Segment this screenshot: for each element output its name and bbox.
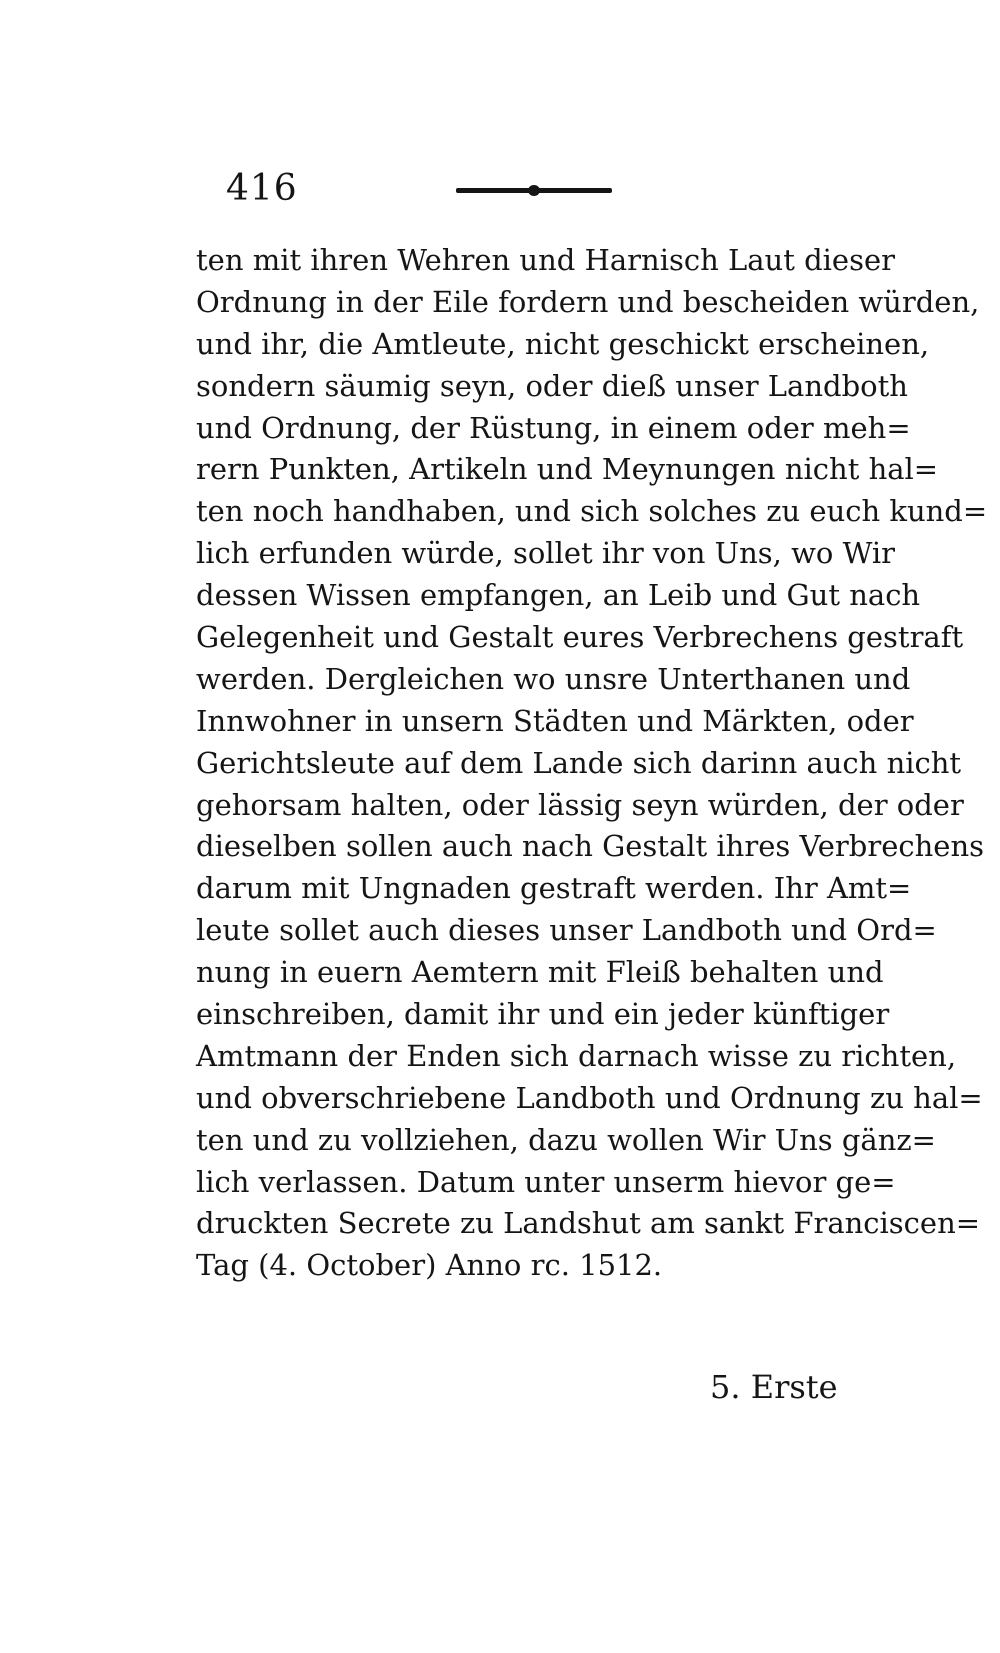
text-line: Tag (4. October) Anno rc. 1512. [196, 1248, 663, 1283]
text-line: gehorsam halten, oder lässig seyn würden, der oder [196, 787, 964, 822]
header-ornament-rule [456, 188, 612, 193]
text-line: und ihr, die Amtleute, nicht geschickt erscheinen, [196, 326, 930, 361]
text-line: Ordnung in der Eile fordern und bescheiden würden, [196, 284, 980, 319]
page-number: 416 [226, 168, 298, 209]
text-line: darum mit Ungnaden gestraft werden. Ihr Amt= [196, 871, 912, 906]
text-line: dieselben sollen auch nach Gestalt ihres Verbrechens [196, 829, 985, 864]
catchword: 5. Erste [710, 1368, 838, 1406]
text-line: lich verlassen. Datum unter unserm hievor ge= [196, 1164, 896, 1199]
text-line: nung in euern Aemtern mit Fleiß behalten und [196, 955, 884, 990]
text-line: lich erfunden würde, sollet ihr von Uns, wo Wir [196, 536, 896, 571]
text-line: und Ordnung, der Rüstung, in einem oder meh= [196, 410, 911, 445]
text-line: werden. Dergleichen wo unsre Unterthanen und [196, 661, 911, 696]
text-line: Innwohner in unsern Städten und Märkten, oder [196, 703, 914, 738]
text-line: und obverschriebene Landboth und Ordnung zu hal= [196, 1080, 983, 1115]
text-line: Gelegenheit und Gestalt eures Verbrechens gestraft [196, 620, 964, 655]
text-line: dessen Wissen empfangen, an Leib und Gut nach [196, 578, 921, 613]
text-line: ten und zu vollziehen, dazu wollen Wir Uns gänz= [196, 1122, 936, 1157]
text-line: rern Punkten, Artikeln und Meynungen nicht hal= [196, 452, 939, 487]
text-line: ten noch handhaben, und sich solches zu euch kund= [196, 494, 988, 529]
text-line: druckten Secrete zu Landshut am sankt Franciscen= [196, 1206, 981, 1241]
text-line: sondern säumig seyn, oder dieß unser Landboth [196, 368, 908, 403]
page-header [226, 168, 816, 218]
body-text [196, 240, 988, 1287]
text-line: einschreiben, damit ihr und ein jeder künftiger [196, 997, 890, 1032]
text-line: Gerichtsleute auf dem Lande sich darinn auch nicht [196, 745, 962, 780]
text-line: ten mit ihren Wehren und Harnisch Laut dieser [196, 243, 895, 277]
text-line: leute sollet auch dieses unser Landboth und Ord= [196, 913, 937, 948]
text-line: Amtmann der Enden sich darnach wisse zu richten, [196, 1038, 957, 1073]
